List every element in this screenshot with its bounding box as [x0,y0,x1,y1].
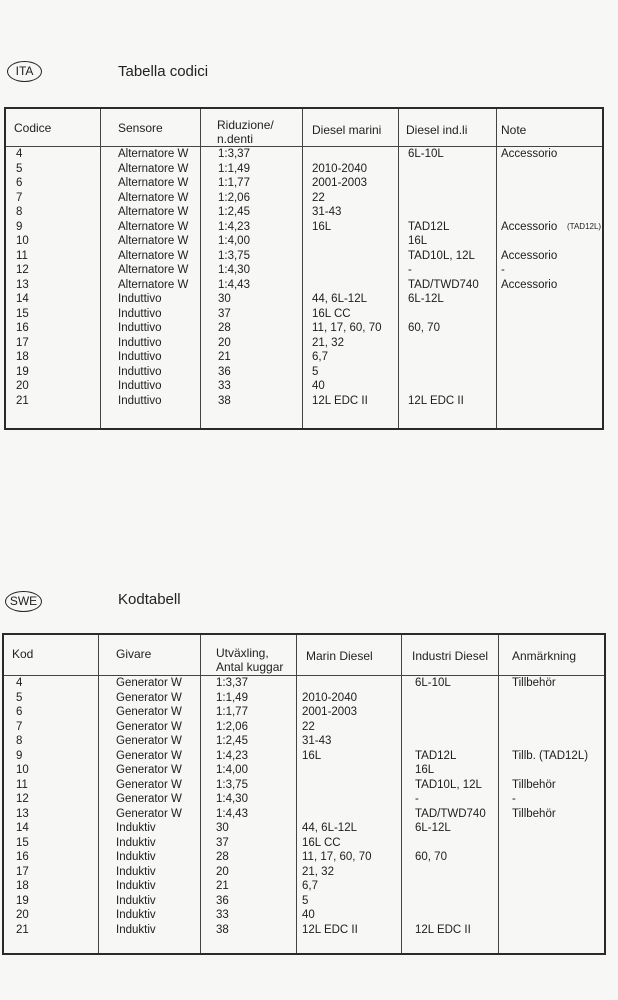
cell-code: 16 [16,851,29,863]
cell-code: 6 [16,706,23,718]
header-marine: Diesel marini [312,123,382,137]
table-row [4,908,604,923]
cell-code: 6 [16,177,23,189]
cell-sensor: Generator W [116,793,182,805]
cell-sensor: Generator W [116,720,182,733]
table-row [4,865,604,880]
code-table-swe [2,633,606,955]
cell-note: Accessorio [501,249,558,262]
cell-sensor: Generator W [116,677,182,689]
cell-marine: 21, 32 [312,336,344,349]
table-row [4,923,604,938]
cell-ratio: 38 [218,394,231,407]
cell-code: 13 [16,807,29,820]
cell-ratio: 1:4,00 [218,235,250,247]
cell-marine: 16L [312,220,332,233]
cell-ratio: 1:2,45 [216,735,248,747]
cell-ratio: 33 [218,380,231,392]
table-row [4,778,604,793]
table-row [4,894,604,909]
header-ratio-line1: Utväxling, [216,646,269,660]
cell-marine: 2001-2003 [312,177,367,189]
table-row [6,147,602,162]
cell-code: 11 [16,778,28,791]
cell-sensor: Alternatore W [118,206,189,218]
cell-sensor: Alternatore W [118,278,189,291]
cell-ratio: 1:4,43 [218,278,250,291]
cell-ratio: 1:3,37 [216,677,248,689]
cell-marine: 21, 32 [302,865,334,878]
cell-marine: 6,7 [302,880,318,892]
cell-marine: 2010-2040 [312,162,367,175]
cell-marine: 16L CC [312,307,351,320]
section-title-swe: Kodtabell [118,591,181,608]
cell-code: 9 [16,749,23,762]
cell-industrial: 60, 70 [415,851,447,863]
table-row [6,321,602,336]
cell-code: 14 [16,293,29,305]
cell-ratio: 1:2,06 [216,720,248,733]
cell-code: 7 [16,720,23,733]
cell-note: Accessorio [501,220,558,233]
cell-marine: 12L EDC II [302,923,358,936]
header-note: Anmärkning [512,649,577,663]
cell-code: 21 [16,923,29,936]
cell-industrial: 6L-10L [415,677,451,689]
cell-ratio: 37 [216,836,229,849]
cell-sensor: Alternatore W [118,177,189,189]
cell-sensor: Induttivo [118,394,162,407]
header-ratio-line2: n.denti [217,132,254,146]
cell-marine: 22 [312,191,325,204]
cell-code: 20 [16,380,29,392]
table-row [4,676,604,691]
header-industrial: Diesel ind.li [406,123,468,137]
cell-code: 17 [16,336,29,349]
cell-code: 12 [16,264,29,276]
header-marine: Marin Diesel [306,649,373,663]
cell-industrial: 12L EDC II [408,394,464,407]
cell-marine: 16L CC [302,836,341,849]
table-row [4,749,604,764]
cell-marine: 40 [302,909,315,921]
cell-ratio: 1:2,06 [218,191,250,204]
cell-marine: 31-43 [312,206,342,218]
table-body-ita [6,147,602,408]
table-row [4,836,604,851]
cell-sensor: Alternatore W [118,220,189,233]
cell-ratio: 21 [218,351,231,363]
table-row [4,879,604,894]
cell-ratio: 20 [218,336,231,349]
cell-code: 5 [16,162,23,175]
cell-ratio: 38 [216,923,229,936]
cell-marine: 22 [302,720,315,733]
cell-ratio: 1:3,75 [216,778,248,791]
header-code: Codice [14,121,52,135]
cell-sensor: Alternatore W [118,264,189,276]
cell-sensor: Generator W [116,749,182,762]
header-industrial: Industri Diesel [412,649,489,663]
header-sensor: Sensore [118,121,163,135]
cell-note: Tillb. (TAD12L) [512,749,589,762]
table-row [6,220,602,235]
cell-marine: 44, 6L-12L [302,822,357,834]
table-row [6,336,602,351]
table-row [6,162,602,177]
cell-sensor: Induktiv [116,880,156,892]
table-row [6,307,602,322]
cell-ratio: 21 [216,880,229,892]
table-row [4,691,604,706]
cell-industrial: TAD12L [408,220,450,233]
table-row [4,705,604,720]
table-row [4,850,604,865]
table-row [4,792,604,807]
cell-sensor: Induktiv [116,836,156,849]
cell-code: 10 [16,235,29,247]
cell-ratio: 1:4,00 [216,764,248,776]
language-badge-ita: ITA [7,61,42,82]
cell-ratio: 33 [216,909,229,921]
cell-marine: 2001-2003 [302,706,357,718]
cell-sensor: Generator W [116,706,182,718]
cell-code: 20 [16,909,29,921]
cell-sensor: Induktiv [116,894,156,907]
table-row [6,191,602,206]
header-sensor: Givare [116,647,152,661]
table-row [6,394,602,409]
cell-ratio: 20 [216,865,229,878]
table-row [6,292,602,307]
cell-industrial: 6L-12L [415,822,451,834]
cell-sensor: Induttivo [118,293,162,305]
cell-ratio: 1:4,30 [218,264,250,276]
cell-sensor: Induttivo [118,380,162,392]
table-row [6,263,602,278]
cell-industrial: TAD12L [415,749,457,762]
cell-ratio: 36 [216,894,229,907]
cell-ratio: 37 [218,307,231,320]
cell-marine: 6,7 [312,351,328,363]
table-row [6,234,602,249]
cell-ratio: 36 [218,365,231,378]
cell-ratio: 1:3,75 [218,249,250,262]
header-code: Kod [12,647,34,661]
cell-code: 16 [16,322,29,334]
cell-note: - [512,793,516,805]
header-ratio-line2: Antal kuggar [216,660,284,674]
cell-note: Accessorio [501,148,558,160]
cell-sensor: Generator W [116,764,182,776]
cell-code: 18 [16,880,29,892]
cell-sensor: Generator W [116,807,182,820]
table-body-swe [4,676,604,937]
cell-code: 4 [16,677,23,689]
code-table-ita [4,107,604,430]
cell-code: 4 [16,148,23,160]
cell-marine: 11, 17, 60, 70 [312,322,382,334]
cell-sensor: Alternatore W [118,191,189,204]
cell-industrial: TAD/TWD740 [415,807,486,820]
table-row [6,365,602,380]
table-row [6,350,602,365]
cell-note: - [501,264,505,276]
cell-ratio: 30 [216,822,229,834]
table-row [6,379,602,394]
cell-industrial: - [408,264,412,276]
cell-ratio: 1:4,23 [216,749,248,762]
cell-marine: 31-43 [302,735,332,747]
cell-code: 7 [16,191,23,204]
cell-note: Accessorio [501,278,558,291]
cell-code: 8 [16,206,23,218]
cell-ratio: 1:1,77 [218,177,250,189]
cell-industrial: 60, 70 [408,322,440,334]
cell-industrial: 16L [408,235,428,247]
cell-sensor: Induttivo [118,307,162,320]
cell-code: 18 [16,351,29,363]
cell-ratio: 1:4,23 [218,220,250,233]
cell-ratio: 1:3,37 [218,148,250,160]
cell-code: 19 [16,894,29,907]
cell-sensor: Induttivo [118,322,162,334]
cell-sensor: Alternatore W [118,235,189,247]
cell-industrial: 12L EDC II [415,923,471,936]
header-ratio-line1: Riduzione/ [217,118,274,132]
cell-sensor: Induktiv [116,923,156,936]
cell-sensor: Alternatore W [118,162,189,175]
cell-marine: 16L [302,749,322,762]
cell-industrial: 6L-12L [408,293,444,305]
language-badge-swe: SWE [5,591,42,612]
cell-sensor: Alternatore W [118,249,189,262]
cell-sensor: Alternatore W [118,148,189,160]
cell-industrial: 6L-10L [408,148,444,160]
cell-industrial: - [415,793,419,805]
cell-code: 14 [16,822,29,834]
cell-note: Tillbehör [512,778,556,791]
cell-sensor: Induktiv [116,909,156,921]
cell-sensor: Induktiv [116,822,156,834]
cell-ratio: 1:1,49 [218,162,250,175]
cell-ratio: 1:1,77 [216,706,248,718]
cell-code: 21 [16,394,29,407]
cell-industrial: TAD10L, 12L [408,249,475,262]
cell-marine: 5 [302,894,309,907]
cell-sensor: Induktiv [116,851,156,863]
cell-code: 5 [16,691,23,704]
cell-code: 19 [16,365,29,378]
cell-code: 15 [16,307,29,320]
cell-code: 15 [16,836,29,849]
header-note: Note [501,123,527,137]
cell-sensor: Induttivo [118,336,162,349]
cell-ratio: 30 [218,293,231,305]
cell-marine: 11, 17, 60, 70 [302,851,372,863]
cell-code: 17 [16,865,29,878]
table-row [6,249,602,264]
cell-note: Tillbehör [512,677,556,689]
cell-note: Tillbehör [512,807,556,820]
cell-marine: 40 [312,380,325,392]
table-row [4,720,604,735]
cell-ratio: 1:4,30 [216,793,248,805]
cell-sensor: Induktiv [116,865,156,878]
cell-marine: 44, 6L-12L [312,293,367,305]
cell-code: 8 [16,735,23,747]
cell-ratio: 28 [216,851,229,863]
table-row [6,176,602,191]
cell-sensor: Induttivo [118,365,162,378]
cell-industrial: TAD/TWD740 [408,278,479,291]
cell-code: 12 [16,793,29,805]
cell-code: 9 [16,220,23,233]
table-row [4,821,604,836]
cell-marine: 12L EDC II [312,394,368,407]
cell-note-detail: (TAD12L) [567,221,602,231]
table-row [6,205,602,220]
cell-code: 10 [16,764,29,776]
cell-marine: 5 [312,365,319,378]
table-row [6,278,602,293]
table-row [4,734,604,749]
cell-code: 11 [16,249,28,262]
cell-sensor: Induttivo [118,351,162,363]
cell-industrial: TAD10L, 12L [415,778,482,791]
cell-sensor: Generator W [116,735,182,747]
cell-ratio: 1:1,49 [216,691,248,704]
cell-code: 13 [16,278,29,291]
cell-industrial: 16L [415,764,435,776]
table-row [4,763,604,778]
cell-ratio: 1:4,43 [216,807,248,820]
cell-marine: 2010-2040 [302,691,357,704]
table-row [4,807,604,822]
cell-sensor: Generator W [116,778,182,791]
cell-ratio: 1:2,45 [218,206,250,218]
section-title-ita: Tabella codici [118,63,209,80]
cell-sensor: Generator W [116,691,182,704]
cell-ratio: 28 [218,322,231,334]
